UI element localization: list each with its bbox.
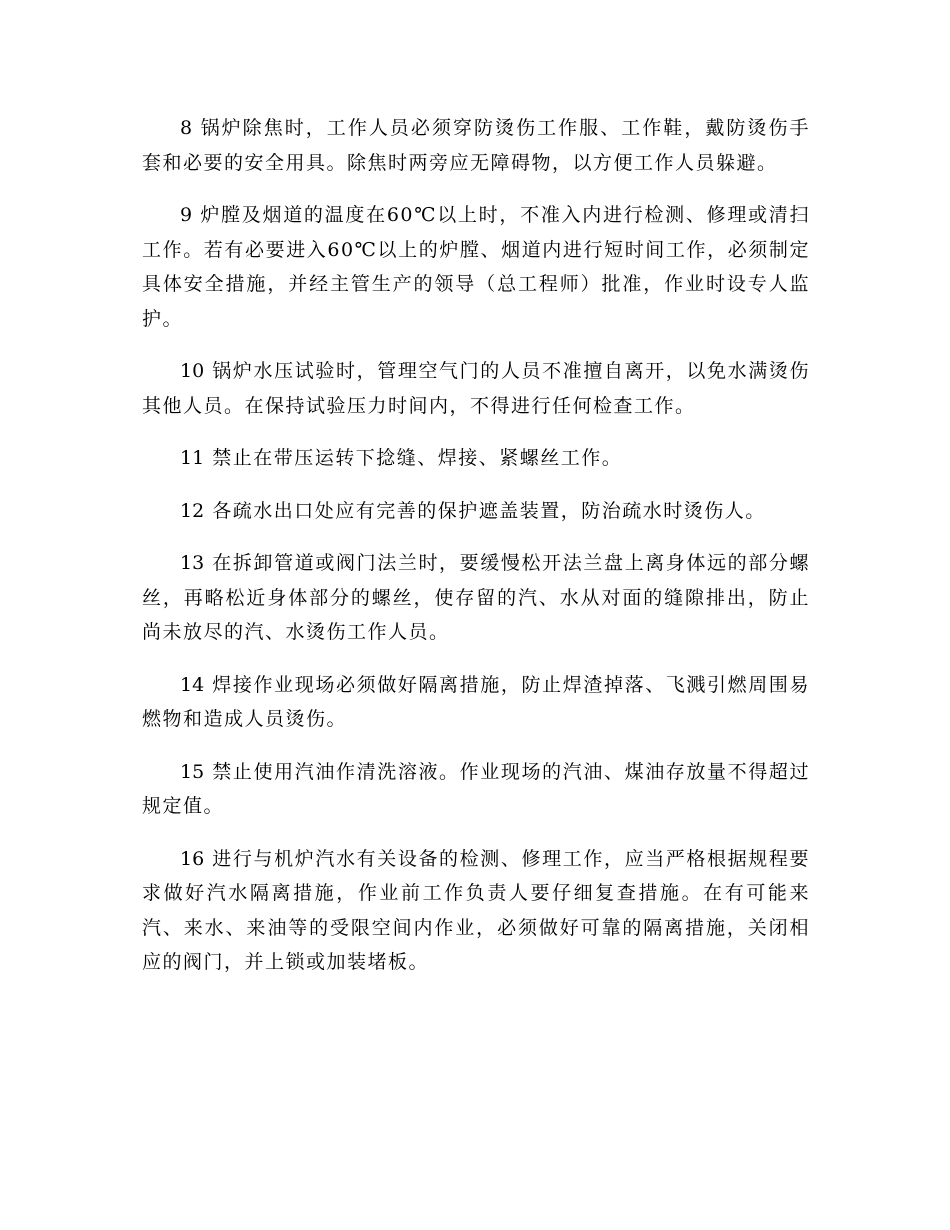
paragraph-text: 禁止在带压运转下捻缝、焊接、紧螺丝工作。 — [212, 447, 623, 469]
paragraph-15 — [142, 755, 810, 824]
paragraph-number: 9 — [180, 204, 193, 226]
paragraph-number: 11 — [180, 447, 205, 469]
paragraph-text: 锅炉除焦时，工作人员必须穿防烫伤工作服、工作鞋，戴防烫伤手套和必要的安全用具。除焦时两旁应无障碍物，以方便工作人员躲避。 — [142, 117, 810, 174]
paragraph-number: 13 — [180, 552, 205, 574]
paragraph-text: 锅炉水压试验时，管理空气门的人员不准擅自离开，以免水满烫伤其他人员。在保持试验压力时间内，不得进行任何检查工作。 — [142, 360, 810, 417]
paragraph-number: 12 — [180, 499, 205, 522]
paragraph-14 — [142, 668, 810, 737]
paragraph-text: 炉膛及烟道的温度在60℃以上时，不准入内进行检测、修理或清扫工作。若有必要进入60℃以上的炉膛、烟道内进行短时间工作，必须制定具体安全措施，并经主管生产的领导（总工程师）批准，作业时设专人监护。 — [142, 204, 810, 330]
paragraph-text: 进行与机炉汽水有关设备的检测、修理工作，应当严格根据规程要求做好汽水隔离措施，作业前工作负责人要仔细复查措施。在有可能来汽、来水、来油等的受限空间内作业，必须做好可靠的隔离措施，关闭相应的阀门，并上锁或加装堵板。 — [142, 847, 810, 973]
paragraph-number: 8 — [180, 117, 193, 139]
paragraph-number: 14 — [180, 673, 205, 696]
document-body — [142, 111, 810, 998]
paragraph-number: 15 — [180, 760, 205, 783]
paragraph-11 — [142, 441, 810, 476]
paragraph-13 — [142, 546, 810, 650]
paragraph-text: 禁止使用汽油作清洗溶液。作业现场的汽油、煤油存放量不得超过规定值。 — [142, 760, 810, 817]
paragraph-10 — [142, 354, 810, 423]
paragraph-8 — [142, 111, 810, 180]
paragraph-12 — [142, 494, 810, 529]
paragraph-text: 在拆卸管道或阀门法兰时，要缓慢松开法兰盘上离身体远的部分螺丝，再略松近身体部分的螺丝，使存留的汽、水从对面的缝隙排出，防止尚未放尽的汽、水烫伤工作人员。 — [142, 552, 810, 643]
paragraph-text: 各疏水出口处应有完善的保护遮盖装置，防治疏水时烫伤人。 — [212, 499, 766, 522]
paragraph-9 — [142, 198, 810, 336]
paragraph-number: 10 — [180, 360, 205, 382]
paragraph-16 — [142, 842, 810, 980]
paragraph-number: 16 — [180, 847, 205, 870]
paragraph-text: 焊接作业现场必须做好隔离措施，防止焊渣掉落、飞溅引燃周围易燃物和造成人员烫伤。 — [142, 673, 810, 730]
